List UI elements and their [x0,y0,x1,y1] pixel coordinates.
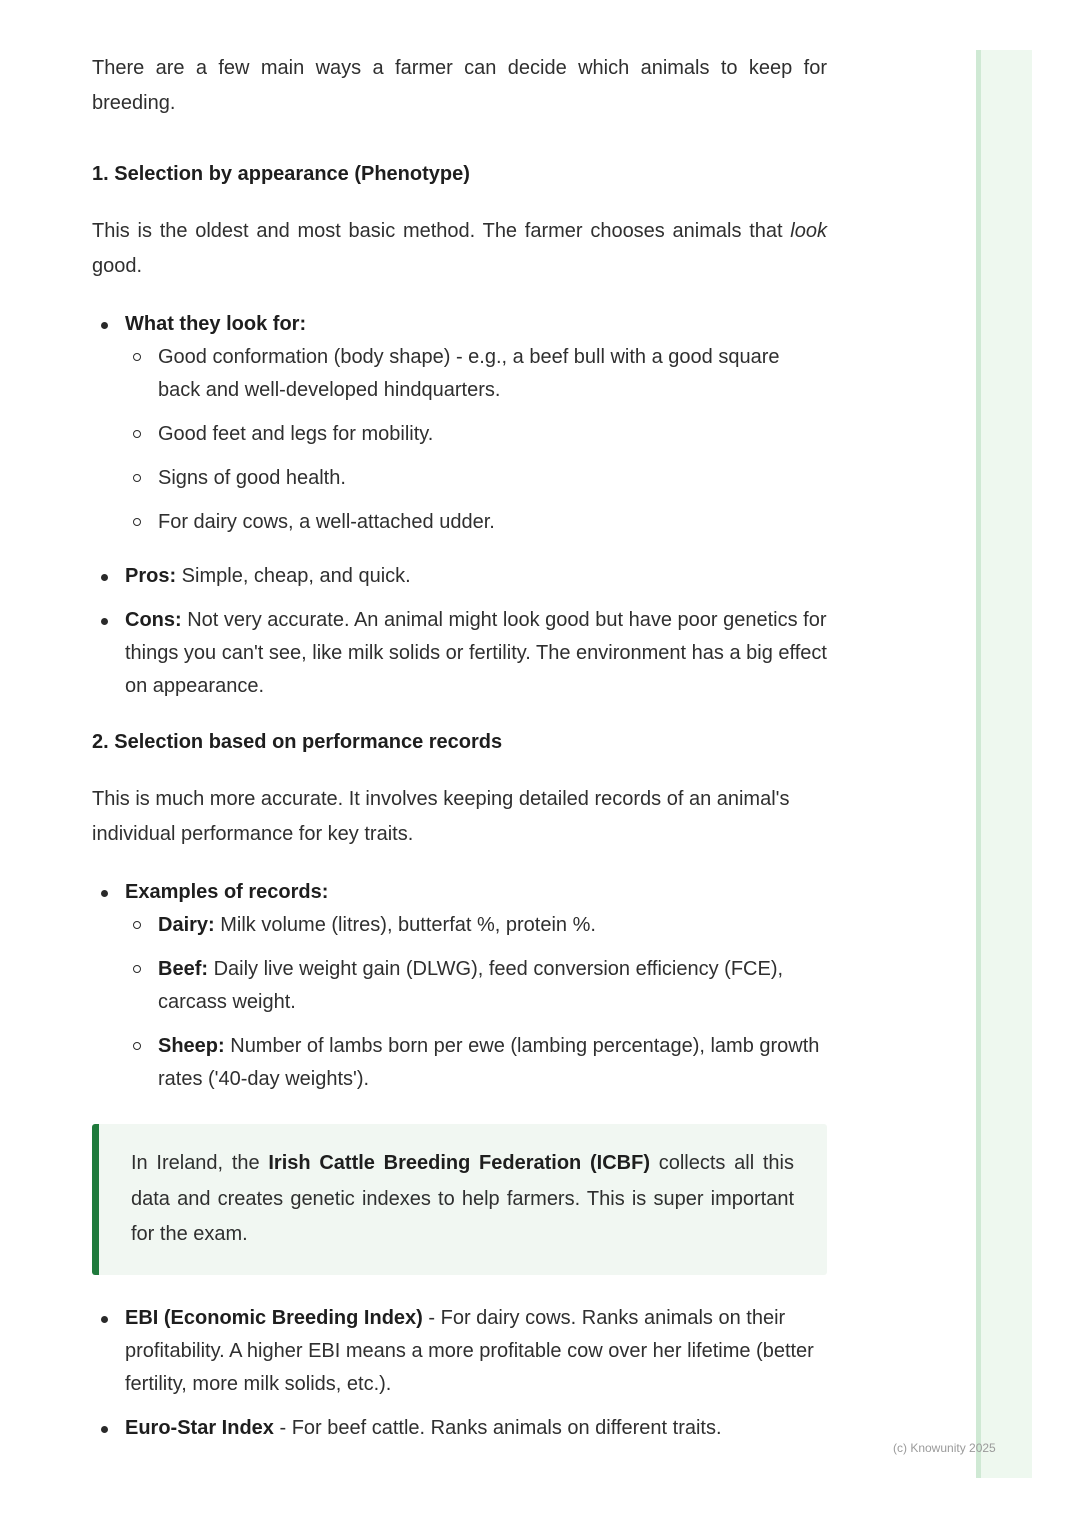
list-item-look-for: What they look for: Good conformation (body shape) - e.g., a beef bull with a good square back and well-developed hindquarters. Good feet and legs for mobility. Signs of good health. For dairy cows, a well-attached udder. [92,308,827,539]
intro-paragraph: There are a few main ways a farmer can decide which animals to keep for breeding. [92,57,827,114]
list-item-ebi: EBI (Economic Breeding Index) - For dairy cows. Ranks animals on their profitability. A higher EBI means a more profitable cow over her lifetime (better fertility, more milk solids, etc.). [92,1302,827,1401]
look-for-sublist [125,341,827,539]
list-item-examples: Examples of records: Dairy: Milk volume (litres), butterfat %, protein %. Beef: Daily live weight gain (DLWG), feed conversion efficiency (FCE), carcass weight. Sheep: Number of lambs born per ewe (lambing percentage), lamb growth rates ('40-day weights'). [92,876,827,1096]
right-margin-rule [976,50,981,1478]
section1-list [92,308,827,703]
section2-heading: 2. Selection based on performance records [92,731,503,753]
right-margin-panel [976,50,1032,1478]
sublist-item: Signs of good health. [125,462,827,495]
sublist-item-dairy: Dairy: Milk volume (litres), butterfat %, protein %. [125,909,827,942]
section2-list [92,876,827,1096]
sublist-item: Good feet and legs for mobility. [125,418,827,451]
document-content [92,51,827,1445]
index-list [92,1302,827,1445]
sublist-item: Good conformation (body shape) - e.g., a beef bull with a good square back and well-developed hindquarters. [125,341,827,407]
section2-paragraph: This is much more accurate. It involves keeping detailed records of an animal's individual performance for key traits. [92,788,790,845]
list-item-eurostar: Euro-Star Index - For beef cattle. Ranks animals on different traits. [92,1412,827,1445]
section1-heading: 1. Selection by appearance (Phenotype) [92,163,470,185]
examples-sublist [125,909,827,1096]
list-item-pros: Pros: Simple, cheap, and quick. [92,560,827,593]
sublist-item-sheep: Sheep: Number of lambs born per ewe (lambing percentage), lamb growth rates ('40-day weights'). [125,1030,827,1096]
emphasis-look: look [790,220,827,242]
sublist-item: For dairy cows, a well-attached udder. [125,506,827,539]
section1-paragraph: This is the oldest and most basic method. The farmer chooses animals that look good. [92,220,827,277]
list-item-cons: Cons: Not very accurate. An animal might look good but have poor genetics for things you can't see, like milk solids or fertility. The environment has a big effect on appearance. [92,604,827,703]
callout-text: In Ireland, the Irish Cattle Breeding Federation (ICBF) collects all this data and creates genetic indexes to help farmers. This is super important for the exam. [131,1152,794,1245]
callout-box [92,1124,827,1275]
sublist-item-beef: Beef: Daily live weight gain (DLWG), feed conversion efficiency (FCE), carcass weight. [125,953,827,1019]
watermark: (c) Knowunity 2025 [893,1441,996,1455]
